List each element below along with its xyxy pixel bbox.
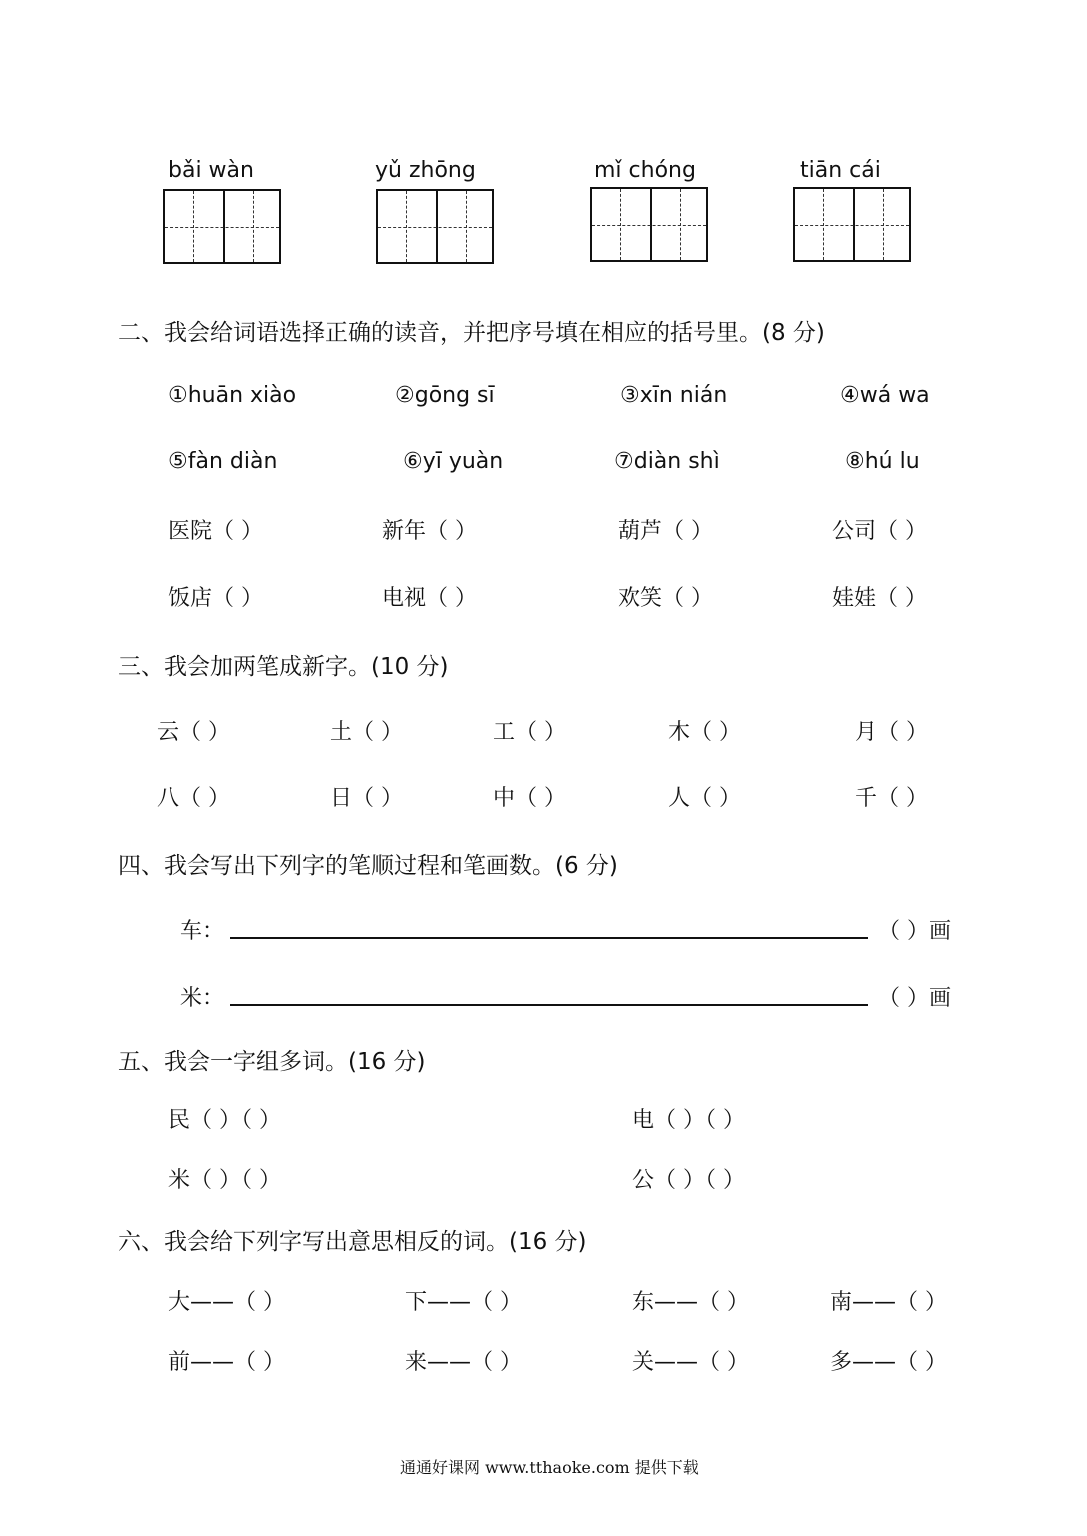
word-answer-3[interactable]: 葫芦（ ） [618,519,713,544]
stroke-char-2: 米： [180,986,225,1011]
pinyin-4: tiān cái [800,158,881,183]
antonym-8[interactable]: 多——（ ） [830,1350,947,1375]
stroke-char-1: 车： [180,919,225,944]
word-group-2[interactable]: 电（ ）（ ） [632,1108,745,1133]
writing-grid-box-2[interactable] [376,189,494,264]
antonym-2[interactable]: 下——（ ） [405,1290,522,1315]
word-group-3[interactable]: 米（ ）（ ） [168,1168,281,1193]
writing-grid-box-3[interactable] [590,187,708,262]
char-answer-10[interactable]: 千（ ） [855,786,928,811]
option-6: ⑥yī yuàn [403,449,504,474]
word-answer-7[interactable]: 欢笑（ ） [618,586,713,611]
char-answer-8[interactable]: 中（ ） [493,786,566,811]
char-answer-9[interactable]: 人（ ） [668,786,741,811]
section-6-title: 六、我会给下列字写出意思相反的词。(16 分) [118,1229,587,1255]
option-8: ⑧hú lu [845,449,920,474]
word-group-4[interactable]: 公（ ）（ ） [632,1168,745,1193]
section-3-title: 三、我会加两笔成新字。(10 分) [118,654,449,680]
writing-grid-box-1[interactable] [163,189,281,264]
char-answer-2[interactable]: 土（ ） [330,720,403,745]
stroke-count-2[interactable]: （ ）画 [878,986,951,1011]
word-answer-2[interactable]: 新年（ ） [382,519,477,544]
writing-grid-box-4[interactable] [793,187,911,262]
option-1: ①huān xiào [168,383,297,408]
char-answer-4[interactable]: 木（ ） [668,720,741,745]
section-2-title: 二、我会给词语选择正确的读音，并把序号填在相应的括号里。(8 分) [118,320,825,346]
stroke-count-1[interactable]: （ ）画 [878,919,951,944]
option-7: ⑦diàn shì [614,449,720,474]
option-5: ⑤fàn diàn [168,449,278,474]
pinyin-1: bǎi wàn [168,158,254,183]
char-answer-5[interactable]: 月（ ） [855,720,928,745]
word-answer-4[interactable]: 公司（ ） [832,519,927,544]
antonym-4[interactable]: 南——（ ） [830,1290,947,1315]
pinyin-2: yǔ zhōng [375,158,476,183]
antonym-7[interactable]: 关——（ ） [632,1350,749,1375]
footer-credit: 通通好课网 www.tthaoke.com 提供下载 [400,1458,699,1477]
option-2: ②gōng sī [395,383,495,408]
word-answer-5[interactable]: 饭店（ ） [168,586,263,611]
pinyin-3: mǐ chóng [594,158,696,183]
char-answer-1[interactable]: 云（ ） [157,720,230,745]
antonym-5[interactable]: 前——（ ） [168,1350,285,1375]
section-4-title: 四、我会写出下列字的笔顺过程和笔画数。(6 分) [118,853,618,879]
antonym-6[interactable]: 来——（ ） [405,1350,522,1375]
word-answer-6[interactable]: 电视（ ） [382,586,477,611]
word-answer-8[interactable]: 娃娃（ ） [832,586,927,611]
antonym-1[interactable]: 大——（ ） [168,1290,285,1315]
section-5-title: 五、我会一字组多词。(16 分) [118,1049,426,1075]
char-answer-6[interactable]: 八（ ） [157,786,230,811]
word-group-1[interactable]: 民（ ）（ ） [168,1108,281,1133]
option-3: ③xīn nián [620,383,728,408]
option-4: ④wá wa [840,383,930,408]
char-answer-3[interactable]: 工（ ） [493,720,566,745]
stroke-order-line-2[interactable] [230,1004,868,1006]
stroke-order-line-1[interactable] [230,937,868,939]
char-answer-7[interactable]: 日（ ） [330,786,403,811]
word-answer-1[interactable]: 医院（ ） [168,519,263,544]
antonym-3[interactable]: 东——（ ） [632,1290,749,1315]
